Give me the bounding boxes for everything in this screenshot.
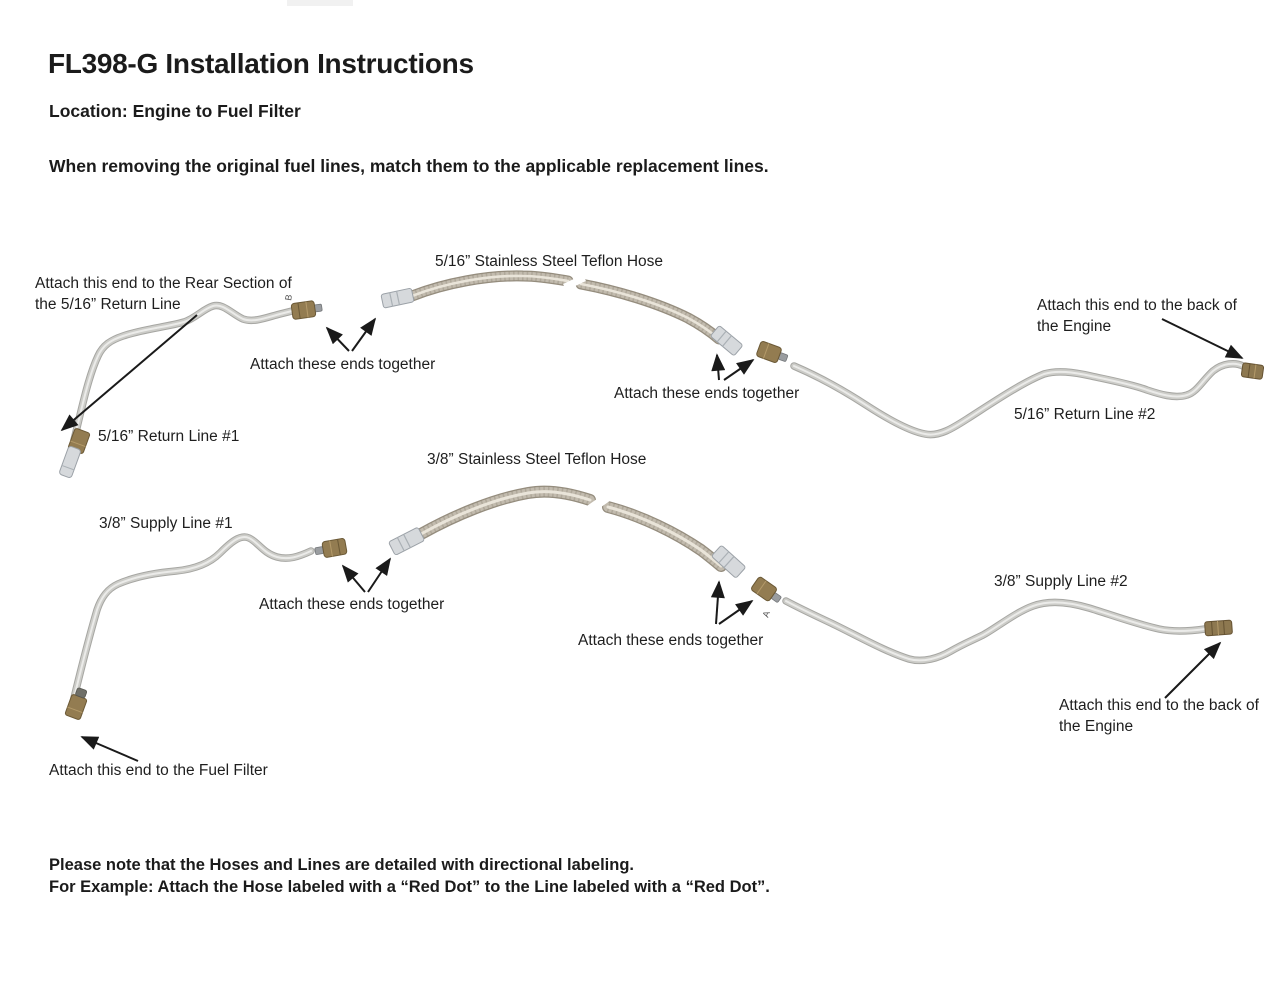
supply-line-1-label: 3/8” Supply Line #1 [99, 515, 233, 532]
attach-ends-label: Attach these ends together [259, 596, 445, 613]
hose-label-3-8: 3/8” Stainless Steel Teflon Hose [427, 451, 647, 468]
footer-note [49, 854, 770, 898]
hose-end-fitting [710, 325, 743, 356]
brass-fitting [756, 341, 790, 366]
hose-end-fitting [388, 527, 424, 555]
attach-ends-label: Attach these ends together [250, 356, 436, 373]
arrow [343, 566, 365, 592]
arrow [717, 355, 719, 380]
attach-ends-label: Attach these ends together [578, 632, 764, 649]
note-line-1: Please note that the Hoses and Lines are detailed with directional labeling. [49, 856, 634, 874]
brass-fitting [291, 300, 323, 320]
teflon-hose-5-16 [412, 275, 719, 339]
return-line-1-label: 5/16” Return Line #1 [98, 428, 240, 445]
zinc-sleeve-fitting [59, 446, 81, 479]
arrow [1165, 643, 1220, 698]
callout-rear-section: Attach this end to the Rear Section of the 5/16” Return Line [35, 275, 292, 313]
arrow [327, 328, 349, 351]
return-line-2-label: 5/16” Return Line #2 [1014, 406, 1156, 423]
page-title: FL398-G Installation Instructions [48, 48, 474, 79]
location-line: Location: Engine to Fuel Filter [49, 101, 301, 121]
hose-end-fitting [381, 288, 414, 308]
intro-warning-line: When removing the original fuel lines, match them to the applicable replacement lines. [49, 156, 769, 176]
callout-fuel-filter: Attach this end to the Fuel Filter [49, 762, 268, 779]
arrow [352, 319, 375, 351]
brass-fitting [750, 576, 784, 606]
attach-ends-label: Attach these ends together [614, 385, 800, 402]
arrow [82, 737, 138, 761]
teflon-hose-3-8 [421, 492, 721, 566]
note-line-2: For Example: Attach the Hose labeled with a “Red Dot” to the Line labeled with a “Red Dot”. [49, 878, 770, 896]
brass-fitting [314, 538, 347, 559]
direction-marking-a: A [760, 609, 772, 619]
hose-label-5-16: 5/16” Stainless Steel Teflon Hose [435, 253, 664, 270]
supply-line-1-tube [74, 537, 311, 698]
arrow [368, 559, 390, 592]
arrow [719, 601, 752, 624]
arrow [716, 582, 719, 624]
supply-line-2-label: 3/8” Supply Line #2 [994, 573, 1128, 590]
brass-fitting [1241, 363, 1264, 380]
brass-fitting [1205, 620, 1233, 636]
arrow [724, 360, 753, 380]
callout-engine-bottom: Attach this end to the back of the Engine [1059, 697, 1259, 735]
supply-line-2-tube [786, 601, 1205, 660]
callout-engine-top: Attach this end to the back of the Engine [1037, 297, 1237, 335]
direction-marking-b: B [283, 293, 295, 302]
brass-fitting [65, 686, 90, 720]
